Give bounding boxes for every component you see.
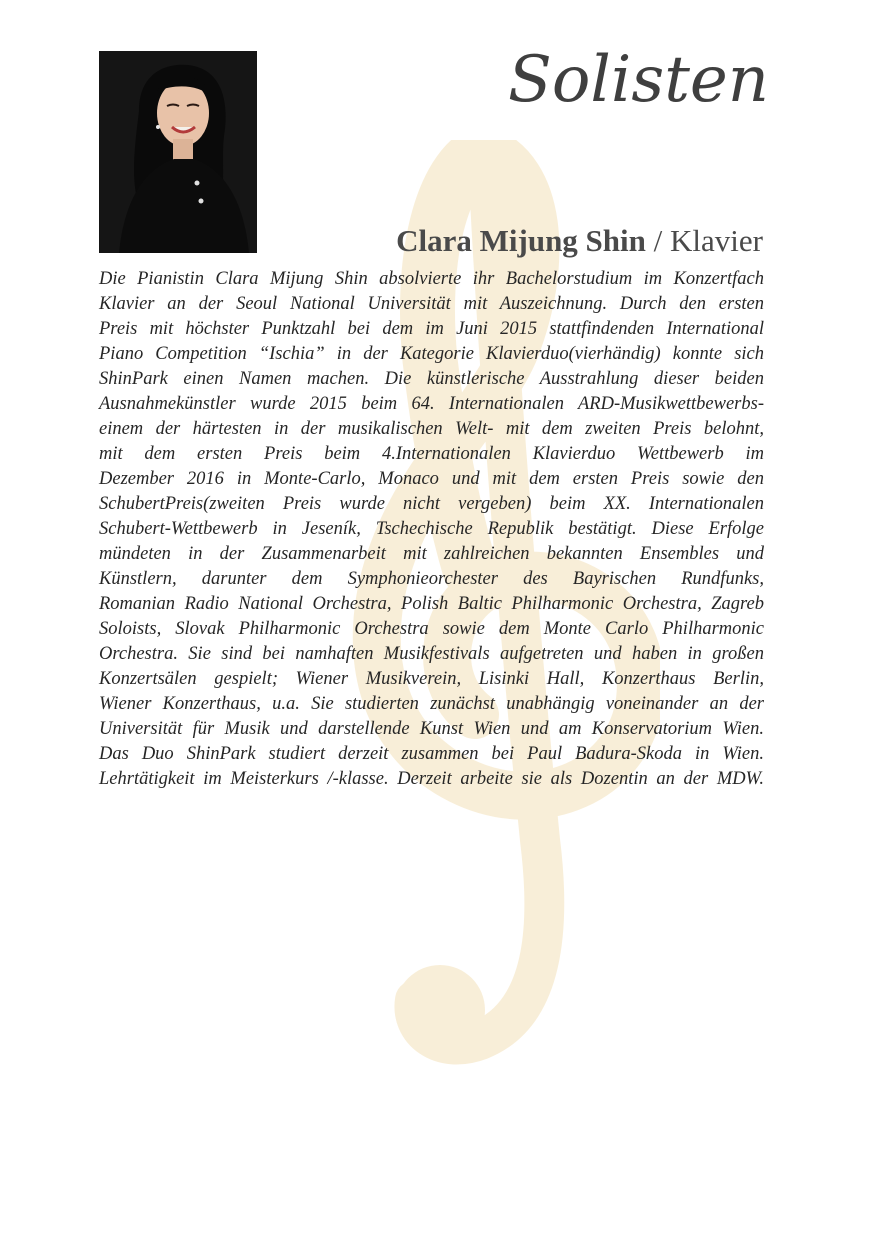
bio-line: Künstlern, darunter dem Symphonieorchester des Bayrischen Rundfunks, xyxy=(99,569,764,589)
bio-line: Klavier an der Seoul National Universität mit Auszeichnung. Durch den ersten xyxy=(99,294,764,314)
bio-line: ShinPark einen Namen machen. Die künstlerische Ausstrahlung dieser beiden xyxy=(99,369,764,389)
bio-line: Wiener Konzerthaus, u.a. Sie studierten zunächst unabhängig voneinander an der xyxy=(99,694,764,714)
bio-line: Das Duo ShinPark studiert derzeit zusammen bei Paul Badura-Skoda in Wien. xyxy=(99,744,764,764)
section-title: Solisten xyxy=(508,43,769,117)
bio-line: Schubert-Wettbewerb in Jeseník, Tschechische Republik bestätigt. Diese Erfolge xyxy=(99,519,764,539)
bio-line: einem der härtesten in der musikalischen Welt- mit dem zweiten Preis belohnt, xyxy=(99,419,764,439)
soloist-heading xyxy=(396,222,763,259)
bio-line: Preis mit höchster Punktzahl bei dem im Juni 2015 stattfindenden International xyxy=(99,319,764,339)
bio-line: Ausnahmekünstler wurde 2015 beim 64. Internationalen ARD-Musikwettbewerbs- xyxy=(99,394,764,414)
bio-line: Konzertsälen gespielt; Wiener Musikverein, Lisinki Hall, Konzerthaus Berlin, xyxy=(99,669,764,689)
soloist-instrument: Klavier xyxy=(670,223,763,258)
soloist-biography xyxy=(99,267,764,792)
bio-line: mündeten in der Zusammenarbeit mit zahlreichen bekannten Ensembles und xyxy=(99,544,764,564)
bio-line: Die Pianistin Clara Mijung Shin absolvierte ihr Bachelorstudium im Konzertfach xyxy=(99,269,764,289)
bio-line: Piano Competition “Ischia” in der Kategorie Klavierduo(vierhändig) konnte sich xyxy=(99,344,764,364)
bio-line: Soloists, Slovak Philharmonic Orchestra sowie dem Monte Carlo Philharmonic xyxy=(99,619,764,639)
bio-line: SchubertPreis(zweiten Preis wurde nicht vergeben) beim XX. Internationalen xyxy=(99,494,764,514)
bio-line: Orchestra. Sie sind bei namhaften Musikfestivals aufgetreten und haben in großen xyxy=(99,644,764,664)
soloist-portrait xyxy=(99,51,257,253)
bio-line: mit dem ersten Preis beim 4.Internationalen Klavierduo Wettbewerb im xyxy=(99,444,764,464)
bio-line: Universität für Musik und darstellende Kunst Wien und am Konservatorium Wien. xyxy=(99,719,764,739)
bio-line: Romanian Radio National Orchestra, Polish Baltic Philharmonic Orchestra, Zagreb xyxy=(99,594,764,614)
bio-line: Dezember 2016 in Monte-Carlo, Monaco und mit dem ersten Preis sowie den xyxy=(99,469,764,489)
soloist-name: Clara Mijung Shin xyxy=(396,223,646,258)
heading-separator: / xyxy=(653,223,663,258)
bio-line: Lehrtätigkeit im Meisterkurs /-klasse. Derzeit arbeite sie als Dozentin an der MDW. xyxy=(99,769,764,789)
